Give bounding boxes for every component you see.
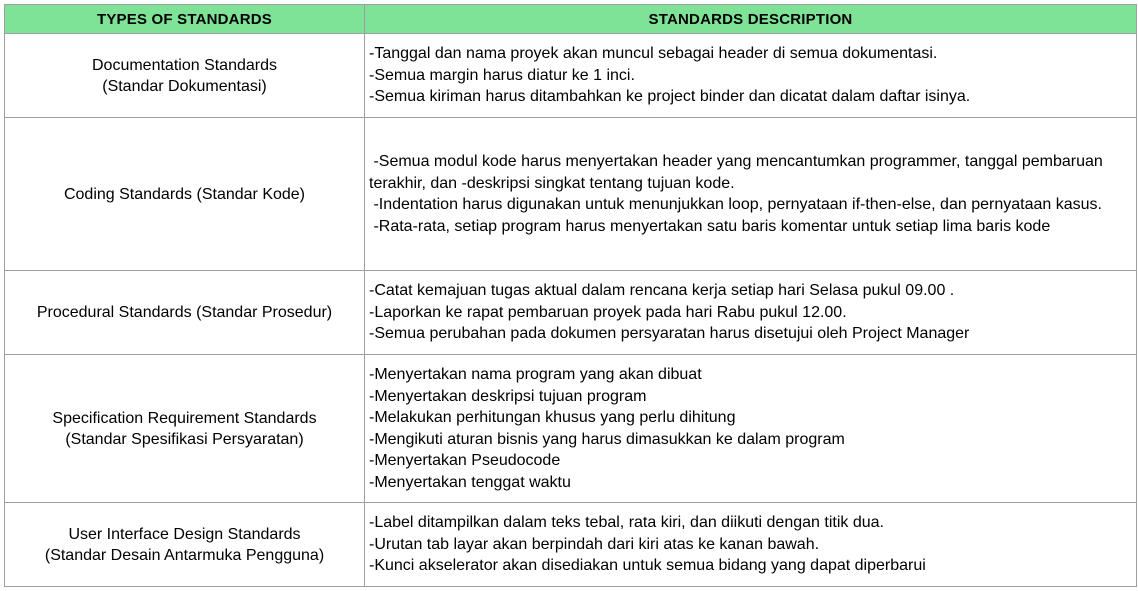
standard-description-cell (365, 34, 1137, 118)
description-line: -Menyertakan deskripsi tujuan program (369, 387, 647, 405)
standard-type-text: (Standar Spesifikasi Persyaratan) (65, 430, 304, 448)
description-line: -Urutan tab layar akan berpindah dari kiri atas ke kanan bawah. (369, 535, 820, 553)
description-line: -Menyertakan tenggat waktu (369, 473, 571, 491)
description-line: -Menyertakan Pseudocode (369, 452, 561, 469)
description-line: -Laporkan ke rapat pembaruan proyek pada hari Rabu pukul 12.00. (369, 303, 847, 321)
standard-type-cell (5, 34, 365, 118)
standard-description-cell (365, 503, 1137, 587)
table-row (5, 118, 1137, 271)
description-line: -Menyertakan nama program yang akan dibuat (369, 366, 702, 383)
table-row (5, 503, 1137, 587)
description-line: -Semua modul kode harus menyertakan header yang mencantumkan programmer, tanggal pembaruan terakhir, dan -deskripsi singkat tentang tujuan kode. (369, 153, 1108, 192)
standard-description-cell (365, 355, 1137, 503)
standard-type-text: User Interface Design Standards (68, 525, 301, 543)
standard-type-text: (Standar Dokumentasi) (102, 77, 267, 95)
table-row (5, 271, 1137, 355)
header-description: STANDARDS DESCRIPTION (365, 5, 1137, 34)
standard-type-text: Coding Standards (Standar Kode) (63, 185, 306, 203)
standard-type-text: Specification Requirement Standards (52, 409, 317, 427)
header-types: TYPES OF STANDARDS (5, 5, 365, 34)
standard-type-cell (5, 355, 365, 503)
table-row (5, 34, 1137, 118)
description-line: -Semua margin harus diatur ke 1 inci. (369, 66, 635, 84)
description-line: -Tanggal dan nama proyek akan muncul sebagai header di semua dokumentasi. (369, 45, 938, 63)
description-line: -Indentation harus digunakan untuk menunjukkan loop, pernyataan if-then-else, dan pernyataan kasus. (369, 196, 1102, 213)
description-line: -Semua kiriman harus ditambahkan ke project binder dan dicatat dalam daftar isinya. (369, 88, 971, 106)
description-line: -Mengikuti aturan bisnis yang harus dimasukkan ke dalam program (369, 430, 845, 448)
standards-table (4, 4, 1137, 587)
description-line: -Melakukan perhitungan khusus yang perlu dihitung (369, 409, 736, 426)
standard-type-cell (5, 271, 365, 355)
standard-type-text: (Standar Desain Antarmuka Pengguna) (44, 546, 325, 564)
standard-type-text: Procedural Standards (Standar Prosedur) (36, 304, 333, 321)
description-line: -Rata-rata, setiap program harus menyertakan satu baris komentar untuk setiap lima baris kode (369, 217, 1051, 235)
description-line: -Semua perubahan pada dokumen persyaratan harus disetujui oleh Project Manager (369, 325, 970, 343)
standard-type-text: Documentation Standards (92, 56, 277, 74)
standard-type-cell (5, 503, 365, 587)
table-row (5, 355, 1137, 503)
description-line: -Catat kemajuan tugas aktual dalam rencana kerja setiap hari Selasa pukul 09.00 . (369, 282, 955, 300)
standard-description-cell (365, 118, 1137, 271)
description-line: -Kunci akselerator akan disediakan untuk semua bidang yang dapat diperbarui (369, 557, 926, 575)
standard-description-cell (365, 271, 1137, 355)
header-row (5, 5, 1137, 34)
description-line: -Label ditampilkan dalam teks tebal, rata kiri, dan diikuti dengan titik dua. (369, 514, 884, 532)
standard-type-cell (5, 118, 365, 271)
